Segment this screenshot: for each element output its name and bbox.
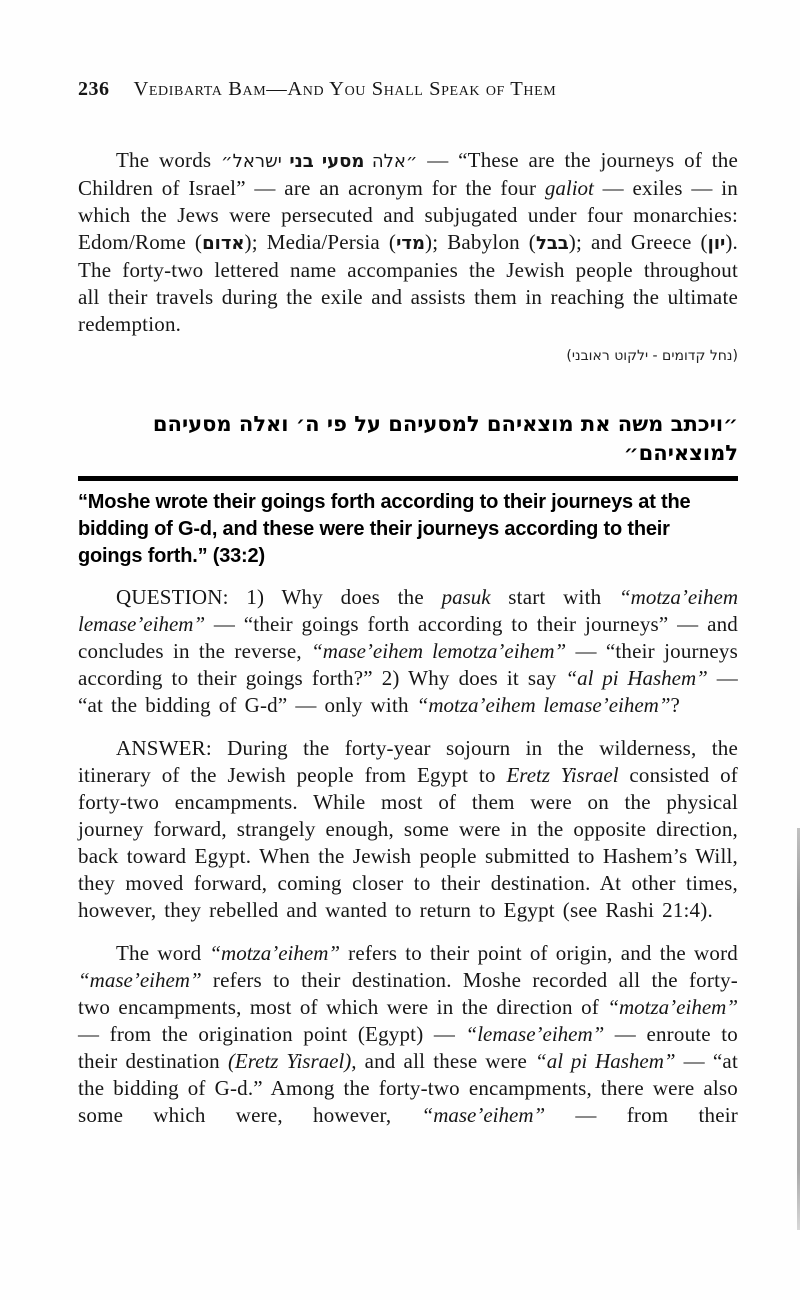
text-run: QUESTION: 1) Why does the — [116, 585, 442, 609]
text-run: — “These are the journeys of the Children of Israel” — are an acronym for the four — [78, 148, 738, 200]
source-citation: (נחל קדומים - ילקוט ראובני) — [566, 348, 738, 364]
text-run: ); Media/Persia ( — [244, 230, 397, 254]
text-run: ANSWER: During the forty-year sojourn in the wilderness, the itinerary of the Jewish people from Egypt to — [78, 736, 738, 787]
text-run: — from the origination point (Egypt) — — [78, 1022, 466, 1046]
text-run: “motza’eihem” — [209, 941, 341, 965]
text-run: The word — [116, 941, 210, 965]
text-run: אדום — [202, 233, 245, 254]
heading-divider — [78, 476, 738, 481]
text-run: יון — [707, 233, 726, 254]
text-run: ); and Greece ( — [568, 230, 708, 254]
text-run: “mase’eihem” — [78, 968, 202, 992]
text-run: — “their goings forth according to their journeys” — and concludes in the reverse, — [78, 612, 738, 663]
text-run: “al pi Hashem” — [535, 1049, 676, 1073]
text-run: — enroute to their destination — [78, 1022, 739, 1073]
text-run: — exiles — in which the Jews were persecuted and subjugated under four monarchies: Edom/Rome ( — [78, 176, 738, 254]
running-title: Vedibarta Bam—And You Shall Speak of Them — [133, 78, 557, 100]
page-number: 236 — [78, 78, 110, 100]
text-run: Eretz Yisrael — [506, 763, 619, 787]
text-run: galiot — [544, 176, 594, 200]
text-run: ); Babylon ( — [425, 230, 536, 254]
text-run: ״אלה — [364, 151, 418, 172]
text-run: start with — [490, 585, 619, 609]
text-run: “al pi Hashem” — [565, 666, 708, 690]
text-run: ישראל״ — [221, 151, 290, 172]
text-run: “motza’eihem lemase’eihem” — [78, 585, 738, 636]
text-run: — “at the bidding of G-d” — only with — [78, 666, 738, 717]
text-run: — from their — [545, 1103, 739, 1127]
closing-paragraph — [78, 940, 738, 1129]
text-run: “mase’eihem” — [421, 1103, 546, 1127]
text-run: refers to their destination. Moshe recorded all the forty-two encampments, most of which were in the direction of — [78, 968, 738, 1019]
text-run: “motza’eihem lemase’eihem” — [416, 693, 671, 717]
text-run: and all these were — [356, 1049, 536, 1073]
text-run: בבל — [535, 233, 569, 254]
text-run: — “their journeys according to their goings forth?” 2) Why does it say — [78, 639, 738, 690]
text-run: “lemase’eihem” — [465, 1022, 605, 1046]
text-run: — “at the bidding of G-d.” Among the forty-two encampments, there were also some which were, however, — [78, 1049, 738, 1127]
text-run: consisted of forty-two encampments. While most of them were on the physical journey forward, strangely enough, some were in the opposite direction, back toward Egypt. When the Jewish people submitted to Hashem’s Will, they moved forward, coming closer to their destination. At other times, however, they rebelled and wanted to return to Egypt (see Rashi 21:4). — [78, 763, 738, 922]
verse-translation-heading: “Moshe wrote their goings forth according to their journeys at the bidding of G-d, and these were their journeys according to their goings forth.” (33:2) — [78, 491, 691, 567]
text-run: refers to their point of origin, and the word — [340, 941, 738, 965]
answer-paragraph — [78, 735, 738, 924]
question-paragraph — [78, 584, 738, 719]
page-content — [78, 78, 738, 1129]
text-run: מדי — [396, 233, 426, 254]
text-run: The words — [116, 148, 222, 172]
text-run: “mase’eihem lemotza’eihem” — [311, 639, 567, 663]
text-run: ). The forty-two lettered name accompanies the Jewish people throughout all their travels during the exile and assists them in reaching the ultimate redemption. — [78, 230, 738, 336]
text-run: מסעי בני — [289, 151, 365, 172]
intro-paragraph — [78, 147, 738, 338]
text-run: (Eretz Yisrael), — [227, 1049, 357, 1073]
text-run: pasuk — [441, 585, 491, 609]
page-header — [78, 78, 738, 101]
hebrew-verse-heading: ״ויכתב משה את מוצאיהם למסעיהם על פי ה׳ ואלה מסעיהם למוצאיהם״ — [152, 412, 738, 465]
text-run: ? — [670, 693, 681, 717]
text-run: “motza’eihem” — [607, 995, 738, 1019]
